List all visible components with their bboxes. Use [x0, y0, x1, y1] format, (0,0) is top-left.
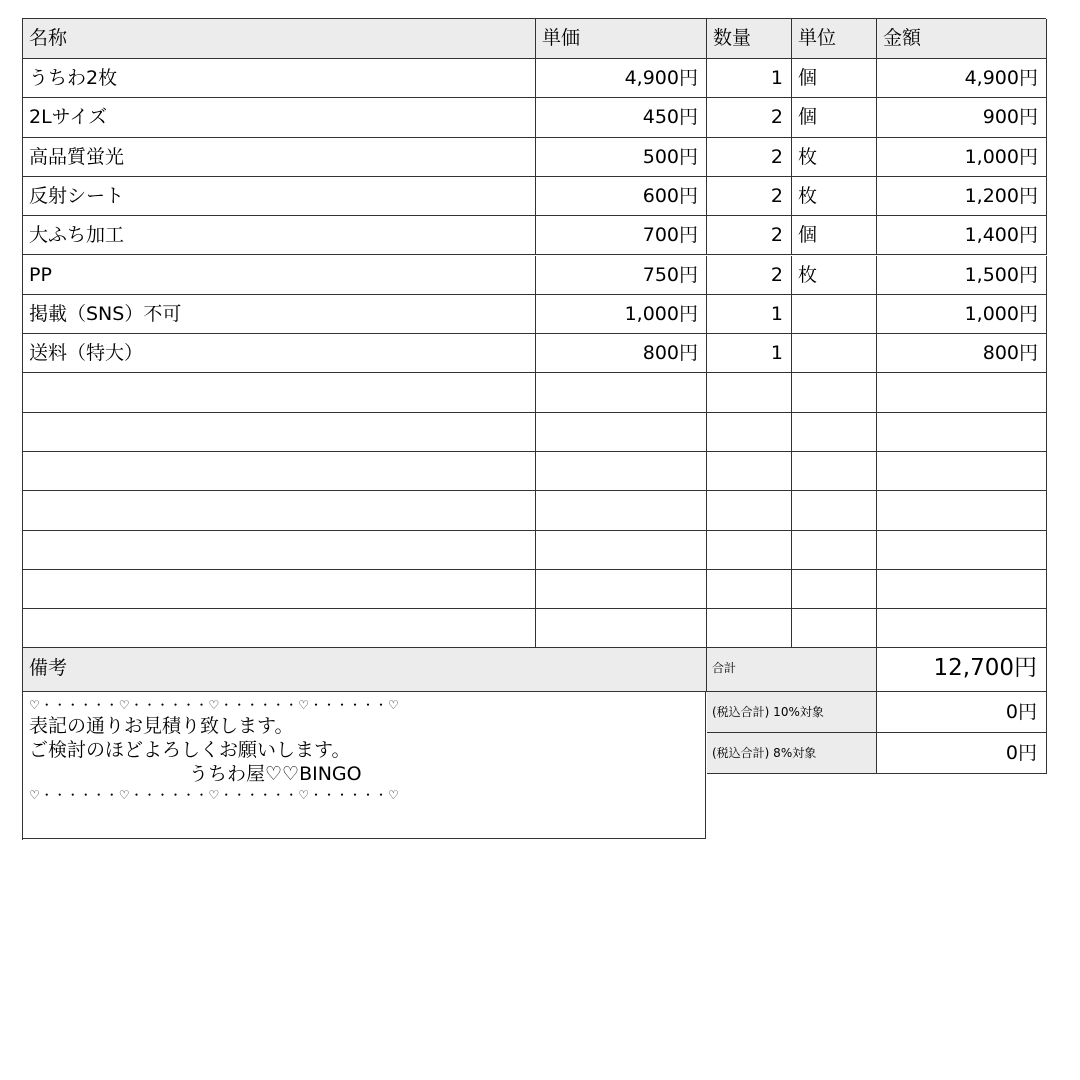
- table-cell-amount: [877, 531, 1047, 570]
- table-cell-unit-price: 750円: [536, 256, 707, 295]
- table-cell-unit: [792, 491, 877, 530]
- remarks-shop-name: うちわ屋♡♡BINGO: [189, 763, 362, 785]
- table-cell-quantity: [707, 531, 792, 570]
- table-cell-quantity: 2: [707, 216, 792, 255]
- table-cell-unit: 枚: [792, 138, 877, 177]
- table-cell-quantity: [707, 491, 792, 530]
- table-cell-unit-price: [536, 570, 707, 609]
- table-cell-amount: [877, 452, 1047, 491]
- table-cell-quantity: 1: [707, 334, 792, 373]
- table-cell-quantity: 2: [707, 256, 792, 295]
- table-cell-amount: 1,000円: [877, 138, 1047, 177]
- table-cell-name: 高品質蛍光: [23, 138, 536, 177]
- table-cell-unit-price: 600円: [536, 177, 707, 216]
- table-cell-amount: 800円: [877, 334, 1047, 373]
- total-value: 12,700円: [877, 648, 1047, 692]
- table-cell-unit: [792, 609, 877, 648]
- table-cell-unit: 枚: [792, 177, 877, 216]
- remarks-body: [23, 692, 706, 839]
- total-label: 合計: [707, 648, 877, 692]
- table-cell-unit-price: 1,000円: [536, 295, 707, 334]
- table-cell-amount: [877, 413, 1047, 452]
- remarks-line-1: 表記の通りお見積り致します。: [29, 715, 294, 737]
- table-cell-amount: 4,900円: [877, 59, 1047, 98]
- tax8-value: 0円: [877, 733, 1047, 774]
- remarks-label: 備考: [23, 648, 707, 692]
- table-cell-amount: 1,000円: [877, 295, 1047, 334]
- table-cell-unit-price: [536, 491, 707, 530]
- table-cell-unit-price: 450円: [536, 98, 707, 137]
- table-cell-quantity: [707, 609, 792, 648]
- table-cell-name: うちわ2枚: [23, 59, 536, 98]
- table-cell-name: 反射シート: [23, 177, 536, 216]
- column-header-amount: 金額: [877, 19, 1047, 59]
- table-cell-unit: 個: [792, 98, 877, 137]
- remarks-line-2: ご検討のほどよろしくお願いします。: [29, 739, 351, 761]
- column-header-unit-price: 単価: [536, 19, 707, 59]
- table-cell-unit: [792, 373, 877, 412]
- table-cell-unit: [792, 452, 877, 491]
- table-cell-unit-price: 700円: [536, 216, 707, 255]
- table-cell-name: 送料（特大）: [23, 334, 536, 373]
- table-cell-quantity: 1: [707, 59, 792, 98]
- table-cell-name: [23, 373, 536, 412]
- table-cell-amount: [877, 491, 1047, 530]
- table-cell-quantity: 2: [707, 138, 792, 177]
- table-cell-name: [23, 570, 536, 609]
- table-cell-amount: [877, 373, 1047, 412]
- table-cell-name: 2Lサイズ: [23, 98, 536, 137]
- table-cell-unit: [792, 295, 877, 334]
- table-cell-unit: [792, 570, 877, 609]
- tax8-label: (税込合計) 8%対象: [707, 733, 877, 774]
- table-cell-quantity: [707, 452, 792, 491]
- table-cell-quantity: [707, 413, 792, 452]
- table-cell-quantity: [707, 373, 792, 412]
- column-header-quantity: 数量: [707, 19, 792, 59]
- table-cell-name: 大ふち加工: [23, 216, 536, 255]
- table-cell-unit-price: [536, 452, 707, 491]
- table-cell-name: [23, 531, 536, 570]
- table-cell-unit: [792, 413, 877, 452]
- remarks-decoration-top: ♡・・・・・・♡・・・・・・♡・・・・・・♡・・・・・・♡: [29, 698, 400, 712]
- table-cell-name: [23, 452, 536, 491]
- table-cell-unit-price: [536, 373, 707, 412]
- table-cell-unit-price: 500円: [536, 138, 707, 177]
- table-cell-unit: 個: [792, 216, 877, 255]
- table-cell-unit: [792, 334, 877, 373]
- table-cell-amount: [877, 609, 1047, 648]
- table-cell-amount: 1,500円: [877, 256, 1047, 295]
- remarks-decoration-bottom: ♡・・・・・・♡・・・・・・♡・・・・・・♡・・・・・・♡: [29, 788, 400, 802]
- table-cell-unit: 枚: [792, 256, 877, 295]
- table-cell-unit-price: [536, 413, 707, 452]
- column-header-name: 名称: [23, 19, 536, 59]
- table-cell-quantity: 1: [707, 295, 792, 334]
- column-header-unit: 単位: [792, 19, 877, 59]
- table-cell-amount: 900円: [877, 98, 1047, 137]
- table-cell-unit: [792, 531, 877, 570]
- table-cell-name: 掲載（SNS）不可: [23, 295, 536, 334]
- table-cell-unit-price: 4,900円: [536, 59, 707, 98]
- table-cell-amount: 1,400円: [877, 216, 1047, 255]
- table-cell-amount: [877, 570, 1047, 609]
- tax10-value: 0円: [877, 692, 1047, 733]
- table-cell-quantity: 2: [707, 177, 792, 216]
- table-cell-amount: 1,200円: [877, 177, 1047, 216]
- table-cell-unit-price: [536, 531, 707, 570]
- table-cell-name: [23, 491, 536, 530]
- table-cell-unit-price: 800円: [536, 334, 707, 373]
- table-cell-unit: 個: [792, 59, 877, 98]
- table-cell-name: PP: [23, 256, 536, 295]
- table-cell-name: [23, 413, 536, 452]
- table-cell-quantity: [707, 570, 792, 609]
- tax10-label: (税込合計) 10%対象: [707, 692, 877, 733]
- table-cell-unit-price: [536, 609, 707, 648]
- table-cell-name: [23, 609, 536, 648]
- table-cell-quantity: 2: [707, 98, 792, 137]
